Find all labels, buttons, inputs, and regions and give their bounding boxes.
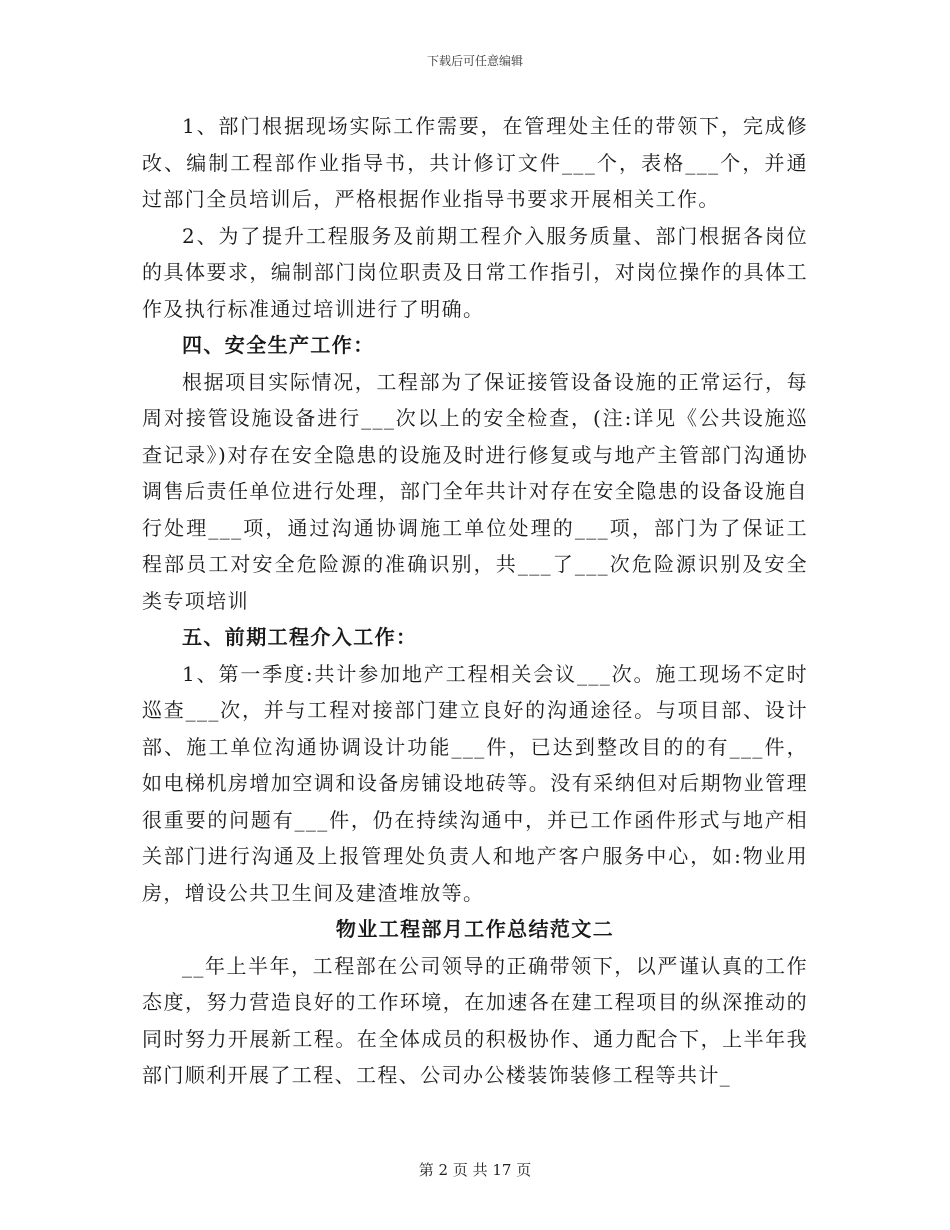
paragraph-4: 1、第一季度:共计参加地产工程相关会议___次。施工现场不定时巡查___次，并与工程对接部门建立良好的沟通途径。与项目部、设计部、施工单位沟通协调设计功能___件，已达到整改目的的有___件，如电梯机房增加空调和设备房铺设地砖等。没有采纳但对后期物业管理很重要的问题有___件，仍在持续沟通中，并已工作函件形式与地产相关部门进行沟通及上报管理处负责人和地产客户服务中心，如:物业用房，增设公共卫生间及建渣堆放等。 <box>142 661 808 905</box>
paragraph-5: __年上半年，工程部在公司领导的正确带领下，以严谨认真的工作态度，努力营造良好的工作环境，在加速各在建工程项目的纵深推动的同时努力开展新工程。在全体成员的积极协作、通力配合下，上半年我部门顺利开展了工程、工程、公司办公楼装饰装修工程等共计_ <box>142 953 808 1087</box>
paragraph-3: 根据项目实际情况，工程部为了保证接管设备设施的正常运行，每周对接管设施设备进行___次以上的安全检查，(注:详见《公共设施巡查记录》)对存在安全隐患的设施及时进行修复或与地产主管部门沟通协调售后责任单位进行处理，部门全年共计对存在安全隐患的设备设施自行处理___项，通过沟通协调施工单位处理的___项，部门为了保证工程部员工对安全危险源的准确识别，共___了___次危险源识别及安全类专项培训 <box>142 369 808 613</box>
heading-early-involvement: 五、前期工程介入工作： <box>182 625 418 649</box>
page-number: 第 2 页 共 17 页 <box>418 1161 532 1179</box>
heading-safety-production: 四、安全生产工作： <box>182 333 375 357</box>
page-header-note: 下载后可任意编辑 <box>426 54 523 68</box>
document-body <box>142 108 808 1094</box>
paragraph-1: 1、部门根据现场实际工作需要，在管理处主任的带领下，完成修改、编制工程部作业指导书，共计修订文件___个，表格___个，并通过部门全员培训后，严格根据作业指导书要求开展相关工作。 <box>142 114 808 211</box>
paragraph-2: 2、为了提升工程服务及前期工程介入服务质量、部门根据各岗位的具体要求，编制部门岗位职责及日常工作指引，对岗位操作的具体工作及执行标准通过培训进行了明确。 <box>142 223 808 321</box>
section-title-2: 物业工程部月工作总结范文二 <box>335 917 615 941</box>
